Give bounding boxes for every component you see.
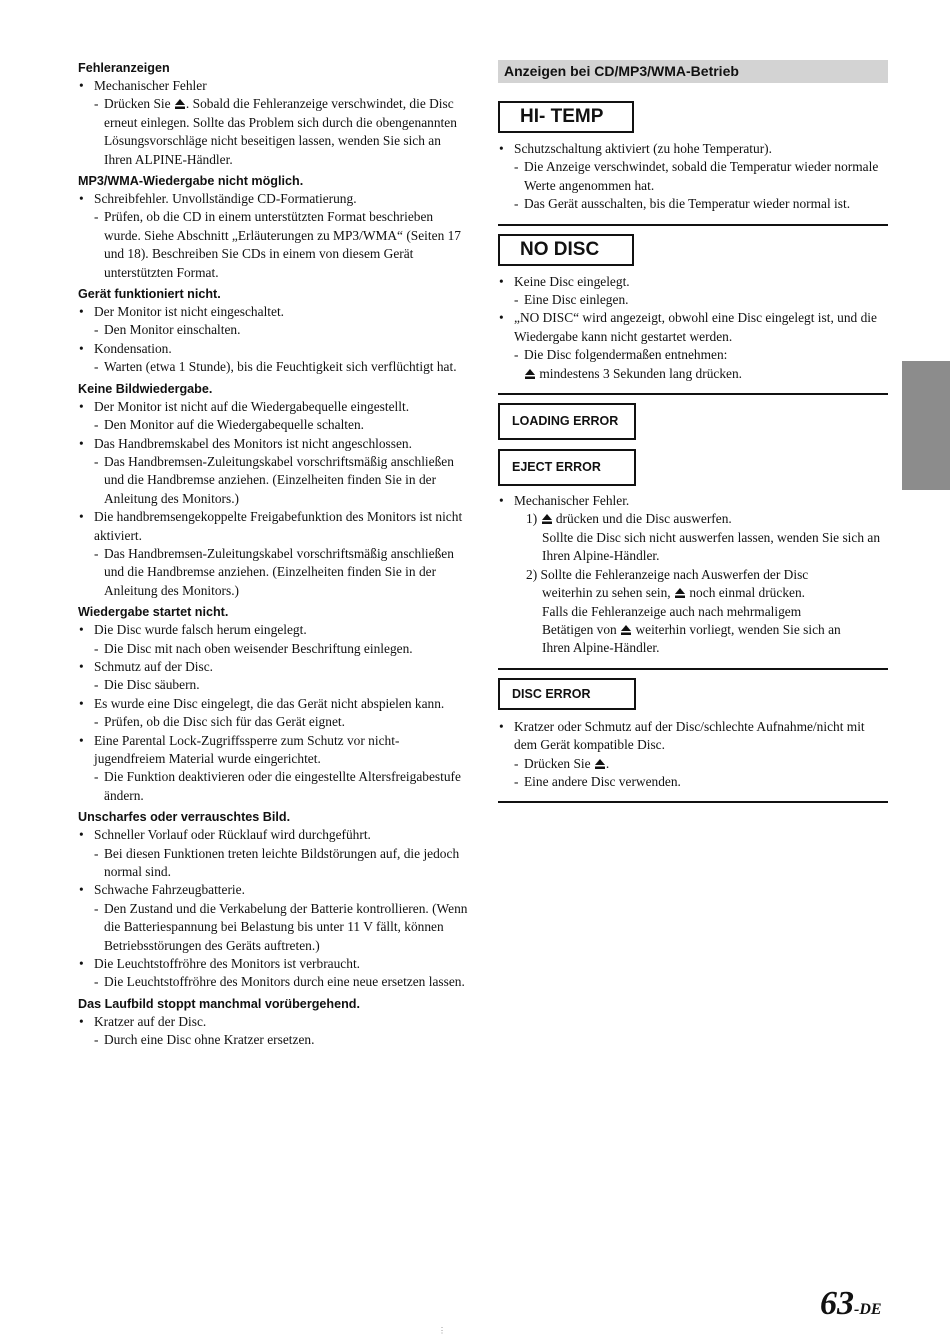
step-number: 2) <box>526 566 538 582</box>
troubleshoot-section <box>78 381 470 600</box>
step-text: drücken und die Disc auswerfen. <box>552 511 732 527</box>
loading-step-2-line-4 <box>498 621 888 639</box>
loading-step-1 <box>498 510 888 528</box>
remedy-item <box>78 95 470 169</box>
divider <box>498 801 888 803</box>
no-disc-display: NO DISC <box>498 234 634 266</box>
eject-error-display: EJECT ERROR <box>498 449 636 486</box>
right-column <box>498 60 888 803</box>
step-number: 1) <box>526 511 538 527</box>
troubleshoot-section <box>78 60 470 169</box>
symptom-bullet: • Schwache Fahrzeugbatterie. <box>78 881 470 899</box>
section-heading: Gerät funktioniert nicht. <box>78 287 221 302</box>
loading-error-cause: • Mechanischer Fehler. <box>498 492 888 510</box>
symptom-bullet: • Schneller Vorlauf oder Rücklauf wird durchgeführt. <box>78 826 470 844</box>
no-disc-cause-2: • „NO DISC“ wird angezeigt, obwohl eine Disc eingelegt ist, und die Wiedergabe kann nicht gestartet werden. <box>498 309 888 346</box>
no-disc-remedy-1: - Eine Disc einlegen. <box>498 291 888 309</box>
remedy-item: - Prüfen, ob die CD in einem unterstützten Format beschrieben wurde. Siehe Abschnitt „Erläuterungen zu MP3/WMA“ (Seiten 17 und 18). Beschreiben Sie CDs in einem von diesem Gerät unterstützten Format. <box>78 208 470 282</box>
hi-temp-display: HI- TEMP <box>498 101 634 133</box>
eject-icon <box>525 369 535 379</box>
hi-temp-remedy-1: - Die Anzeige verschwindet, sobald die Temperatur wieder normale Werte angenommen hat. <box>498 158 888 195</box>
remedy-item: - Das Handbremsen-Zuleitungskabel vorschriftsmäßig anschließen und die Handbremse anziehen. (Einzelheiten finden Sie in der Anleitung des Monitors.) <box>78 453 470 508</box>
symptom-bullet: • Eine Parental Lock-Zugriffssperre zum Schutz vor nicht-jugendfreiem Material wurde eingerichtet. <box>78 732 470 769</box>
symptom-bullet: • Mechanischer Fehler <box>78 77 470 95</box>
symptom-bullet: • Schmutz auf der Disc. <box>78 658 470 676</box>
disc-error-remedy-2: - Eine andere Disc verwenden. <box>498 773 888 791</box>
remedy-text: Drücken Sie <box>104 96 174 112</box>
symptom-bullet: • Der Monitor ist nicht auf die Wiedergabequelle eingestellt. <box>78 398 470 416</box>
remedy-item: - Die Funktion deaktivieren oder die eingestellte Altersfreigabestufe ändern. <box>78 768 470 805</box>
remedy-item: - Den Monitor auf die Wiedergabequelle schalten. <box>78 416 470 434</box>
remedy-item: - Die Disc säubern. <box>78 676 470 694</box>
eject-icon <box>595 759 605 769</box>
remedy-item: - Prüfen, ob die Disc sich für das Gerät eignet. <box>78 713 470 731</box>
step-text: weiterhin vorliegt, wenden Sie sich an <box>632 621 841 637</box>
loading-step-2-line-3: Falls die Fehleranzeige auch nach mehrmaligem <box>542 603 802 619</box>
section-heading: Wiedergabe startet nicht. <box>78 605 229 620</box>
symptom-bullet: • Die Leuchtstoffröhre des Monitors ist verbraucht. <box>78 955 470 973</box>
symptom-bullet: • Das Handbremskabel des Monitors ist nicht angeschlossen. <box>78 435 470 453</box>
loading-step-2 <box>498 566 888 584</box>
no-disc-substep <box>498 365 888 383</box>
loading-error-display: LOADING ERROR <box>498 403 636 440</box>
symptom-bullet: • Kratzer auf der Disc. <box>78 1013 470 1031</box>
hi-temp-remedy-2: - Das Gerät ausschalten, bis die Temperatur wieder normal ist. <box>498 195 888 213</box>
troubleshoot-section <box>78 173 470 282</box>
no-disc-cause-1: • Keine Disc eingelegt. <box>498 273 888 291</box>
eject-icon <box>542 514 552 524</box>
remedy-item: - Das Handbremsen-Zuleitungskabel vorschriftsmäßig anschließen und die Handbremse anziehen. (Einzelheiten finden Sie in der Anleitung des Monitors.) <box>78 545 470 600</box>
remedy-text: . <box>605 755 610 771</box>
eject-icon <box>675 588 685 598</box>
step-text: Betätigen von <box>542 621 621 637</box>
symptom-bullet: • Es wurde eine Disc eingelegt, die das Gerät nicht abspielen kann. <box>78 695 470 713</box>
symptom-bullet: • Der Monitor ist nicht eingeschaltet. <box>78 303 470 321</box>
troubleshoot-section <box>78 809 470 992</box>
symptom-bullet: • Kondensation. <box>78 340 470 358</box>
remedy-item: - Durch eine Disc ohne Kratzer ersetzen. <box>78 1031 470 1049</box>
section-heading: Fehleranzeigen <box>78 61 170 75</box>
section-heading: MP3/WMA-Wiedergabe nicht möglich. <box>78 174 304 189</box>
loading-step-1-cont: Sollte die Disc sich nicht auswerfen lassen, wenden Sie sich an Ihren Alpine-Händler. <box>542 529 881 564</box>
disc-error-remedy-1 <box>498 755 888 773</box>
remedy-item: - Bei diesen Funktionen treten leichte Bildstörungen auf, die jedoch normal sind. <box>78 845 470 882</box>
loading-step-2-line-2 <box>498 584 888 602</box>
troubleshoot-section <box>78 286 470 377</box>
disc-error-cause: • Kratzer oder Schmutz auf der Disc/schlechte Aufnahme/nicht mit dem Gerät kompatible Disc. <box>498 718 888 755</box>
remedy-item: - Warten (etwa 1 Stunde), bis die Feuchtigkeit sich verflüchtigt hat. <box>78 358 470 376</box>
symptom-bullet: • Schreibfehler. Unvollständige CD-Formatierung. <box>78 190 470 208</box>
section-header: Anzeigen bei CD/MP3/WMA-Betrieb <box>498 60 888 83</box>
troubleshoot-section <box>78 996 470 1050</box>
left-column <box>78 60 470 1054</box>
no-disc-remedy-2: - Die Disc folgendermaßen entnehmen: <box>498 346 888 364</box>
loading-step-2-line-5: Ihren Alpine-Händler. <box>542 640 660 656</box>
hi-temp-cause: • Schutzschaltung aktiviert (zu hohe Temperatur). <box>498 140 888 158</box>
section-heading: Keine Bildwiedergabe. <box>78 381 213 396</box>
remedy-item: - Die Disc mit nach oben weisender Beschriftung einlegen. <box>78 640 470 658</box>
step-text: noch einmal drücken. <box>686 585 806 601</box>
step-text: weiterhin zu sehen sein, <box>542 585 675 601</box>
troubleshoot-section <box>78 604 470 805</box>
eject-icon <box>621 625 631 635</box>
no-disc-substep-text: mindestens 3 Sekunden lang drücken. <box>536 365 743 381</box>
remedy-item: - Den Zustand und die Verkabelung der Batterie kontrollieren. (Wenn die Batteriespannung bei Belastung bis unter 11 V fällt, können Betriebsstörungen des Geräts auftreten.) <box>78 900 470 955</box>
section-heading: Das Laufbild stoppt manchmal vorübergehend. <box>78 996 360 1011</box>
section-tab-marker <box>902 361 950 490</box>
remedy-item: - Den Monitor einschalten. <box>78 321 470 339</box>
symptom-bullet: • Die handbremsengekoppelte Freigabefunktion des Monitors ist nicht aktiviert. <box>78 508 470 545</box>
page-number <box>820 1284 882 1330</box>
section-heading: Unscharfes oder verrauschtes Bild. <box>78 810 291 825</box>
remedy-text: . Sobald die Fehleranzeige verschwindet, die Disc erneut einlegen. Sollte das Problem sich durch die obengenannten Lösungsvorschläge nicht beseitigen lassen, wenden Sie sich an Ihren ALPINE-Händler. <box>104 96 457 167</box>
disc-error-display: DISC ERROR <box>498 678 636 710</box>
footer-mark: ⋮ <box>438 1326 446 1335</box>
eject-icon <box>175 99 185 109</box>
page-number-value: 63 <box>820 1285 854 1322</box>
symptom-bullet: • Die Disc wurde falsch herum eingelegt. <box>78 621 470 639</box>
remedy-item: - Die Leuchtstoffröhre des Monitors durch eine neue ersetzen lassen. <box>78 973 470 991</box>
page-suffix: -DE <box>854 1301 882 1318</box>
remedy-text: Drücken Sie <box>524 755 594 771</box>
step-text: Sollte die Fehleranzeige nach Auswerfen der Disc <box>540 566 809 582</box>
